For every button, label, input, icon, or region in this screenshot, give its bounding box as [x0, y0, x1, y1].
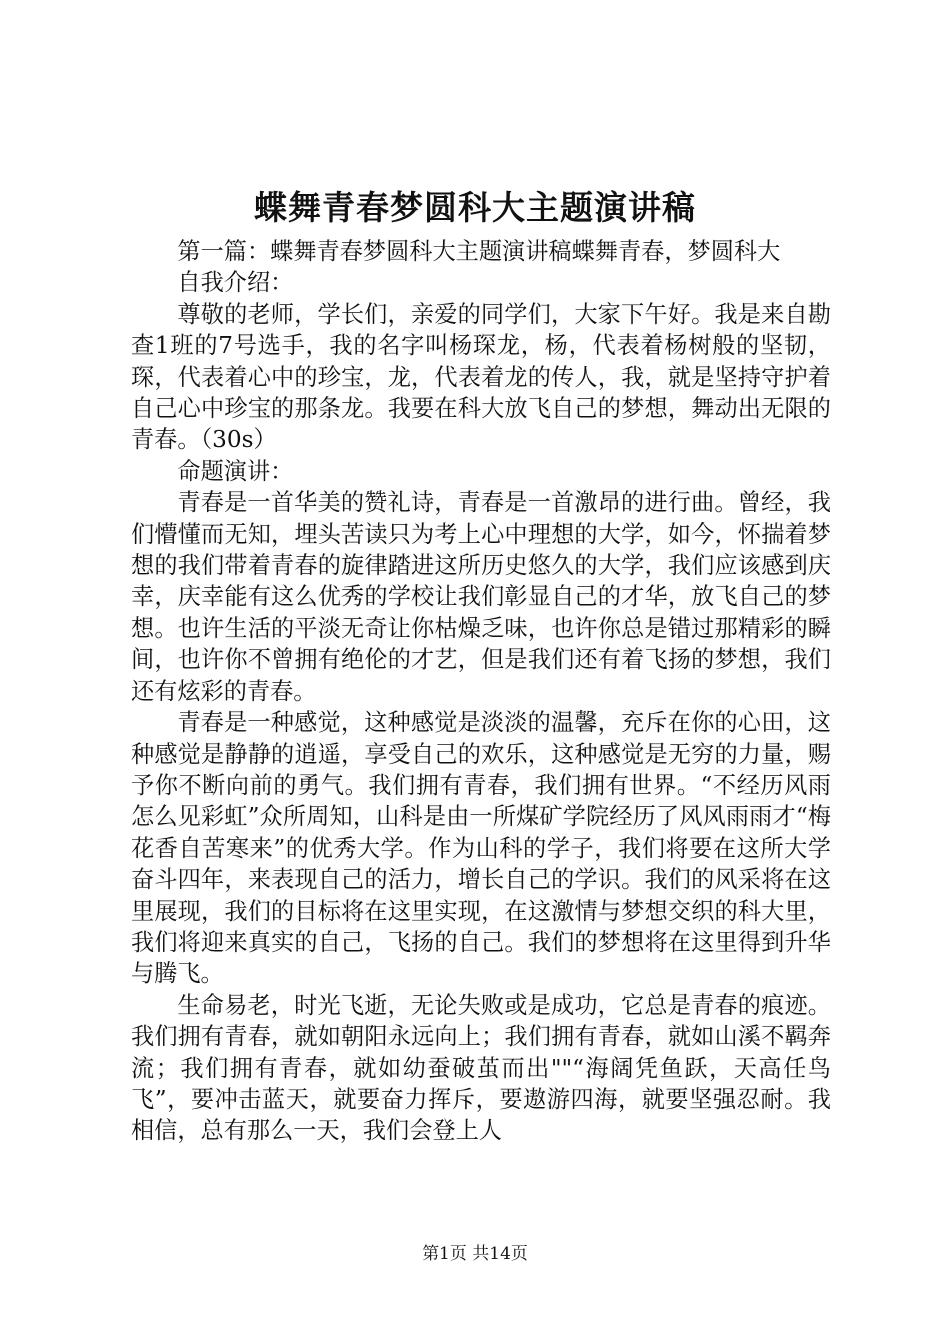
document-body: [131, 236, 831, 1147]
paragraph-speech-1: 青春是一首华美的赞礼诗，青春是一首激昂的进行曲。曾经，我们懵懂而无知，埋头苦读只为考上心中理想的大学，如今，怀揣着梦想的我们带着青春的旋律踏进这所历史悠久的大学，我们应该感到庆幸，庆幸能有这么优秀的学校让我们彰显自己的才华，放飞自己的梦想。也许生活的平淡无奇让你枯燥乏味，也许你总是错过那精彩的瞬间，也许你不曾拥有绝伦的才艺，但是我们还有着飞扬的梦想，我们还有炫彩的青春。: [131, 489, 831, 705]
paragraph-self-intro-label: 自我介绍：: [177, 269, 294, 297]
paragraph-self-intro: 尊敬的老师，学长们，亲爱的同学们，大家下午好。我是来自勘查1班的7号选手，我的名字叫杨琛龙，杨，代表着杨树般的坚韧，琛，代表着心中的珍宝，龙，代表着龙的传人，我，就是坚持守护着自己心中珍宝的那条龙。我要在科大放飞自己的梦想，舞动出无限的青春。（30s）: [131, 300, 831, 454]
paragraph-speech-3: 生命易老，时光飞逝，无论失败或是成功，它总是青春的痕迹。我们拥有青春，就如朝阳永远向上；我们拥有青春，就如山溪不羁奔流；我们拥有青春，就如幼蚕破茧而出""“海阔凭鱼跃，天高任鸟飞”，要冲击蓝天，就要奋力挥斥，要遨游四海，就要坚强忍耐。我相信，总有那么一天，我们会登上人: [131, 991, 831, 1145]
paragraph-speech-2: 青春是一种感觉，这种感觉是淡淡的温馨，充斥在你的心田，这种感觉是静静的逍遥，享受自己的欢乐，这种感觉是无穷的力量，赐予你不断向前的勇气。我们拥有青春，我们拥有世界。“不经历风雨怎么见彩虹”众所周知，山科是由一所煤矿学院经历了风风雨雨才“梅花香自苦寒来”的优秀大学。作为山科的学子，我们将要在这所大学奋斗四年，来表现自己的活力，增长自己的学识。我们的风采将在这里展现，我们的目标将在这里实现，在这激情与梦想交织的科大里，我们将迎来真实的自己，飞扬的自己。我们的梦想将在这里得到升华与腾飞。: [131, 709, 831, 988]
document-title: 蝶舞青春梦圆科大主题演讲稿: [254, 188, 696, 227]
paragraph-intro-heading: 第一篇：蝶舞青春梦圆科大主题演讲稿蝶舞青春，梦圆科大: [177, 238, 781, 265]
page-footer: 第1页 共14页: [422, 1244, 528, 1264]
paragraph-speech-label: 命题演讲：: [177, 457, 294, 485]
